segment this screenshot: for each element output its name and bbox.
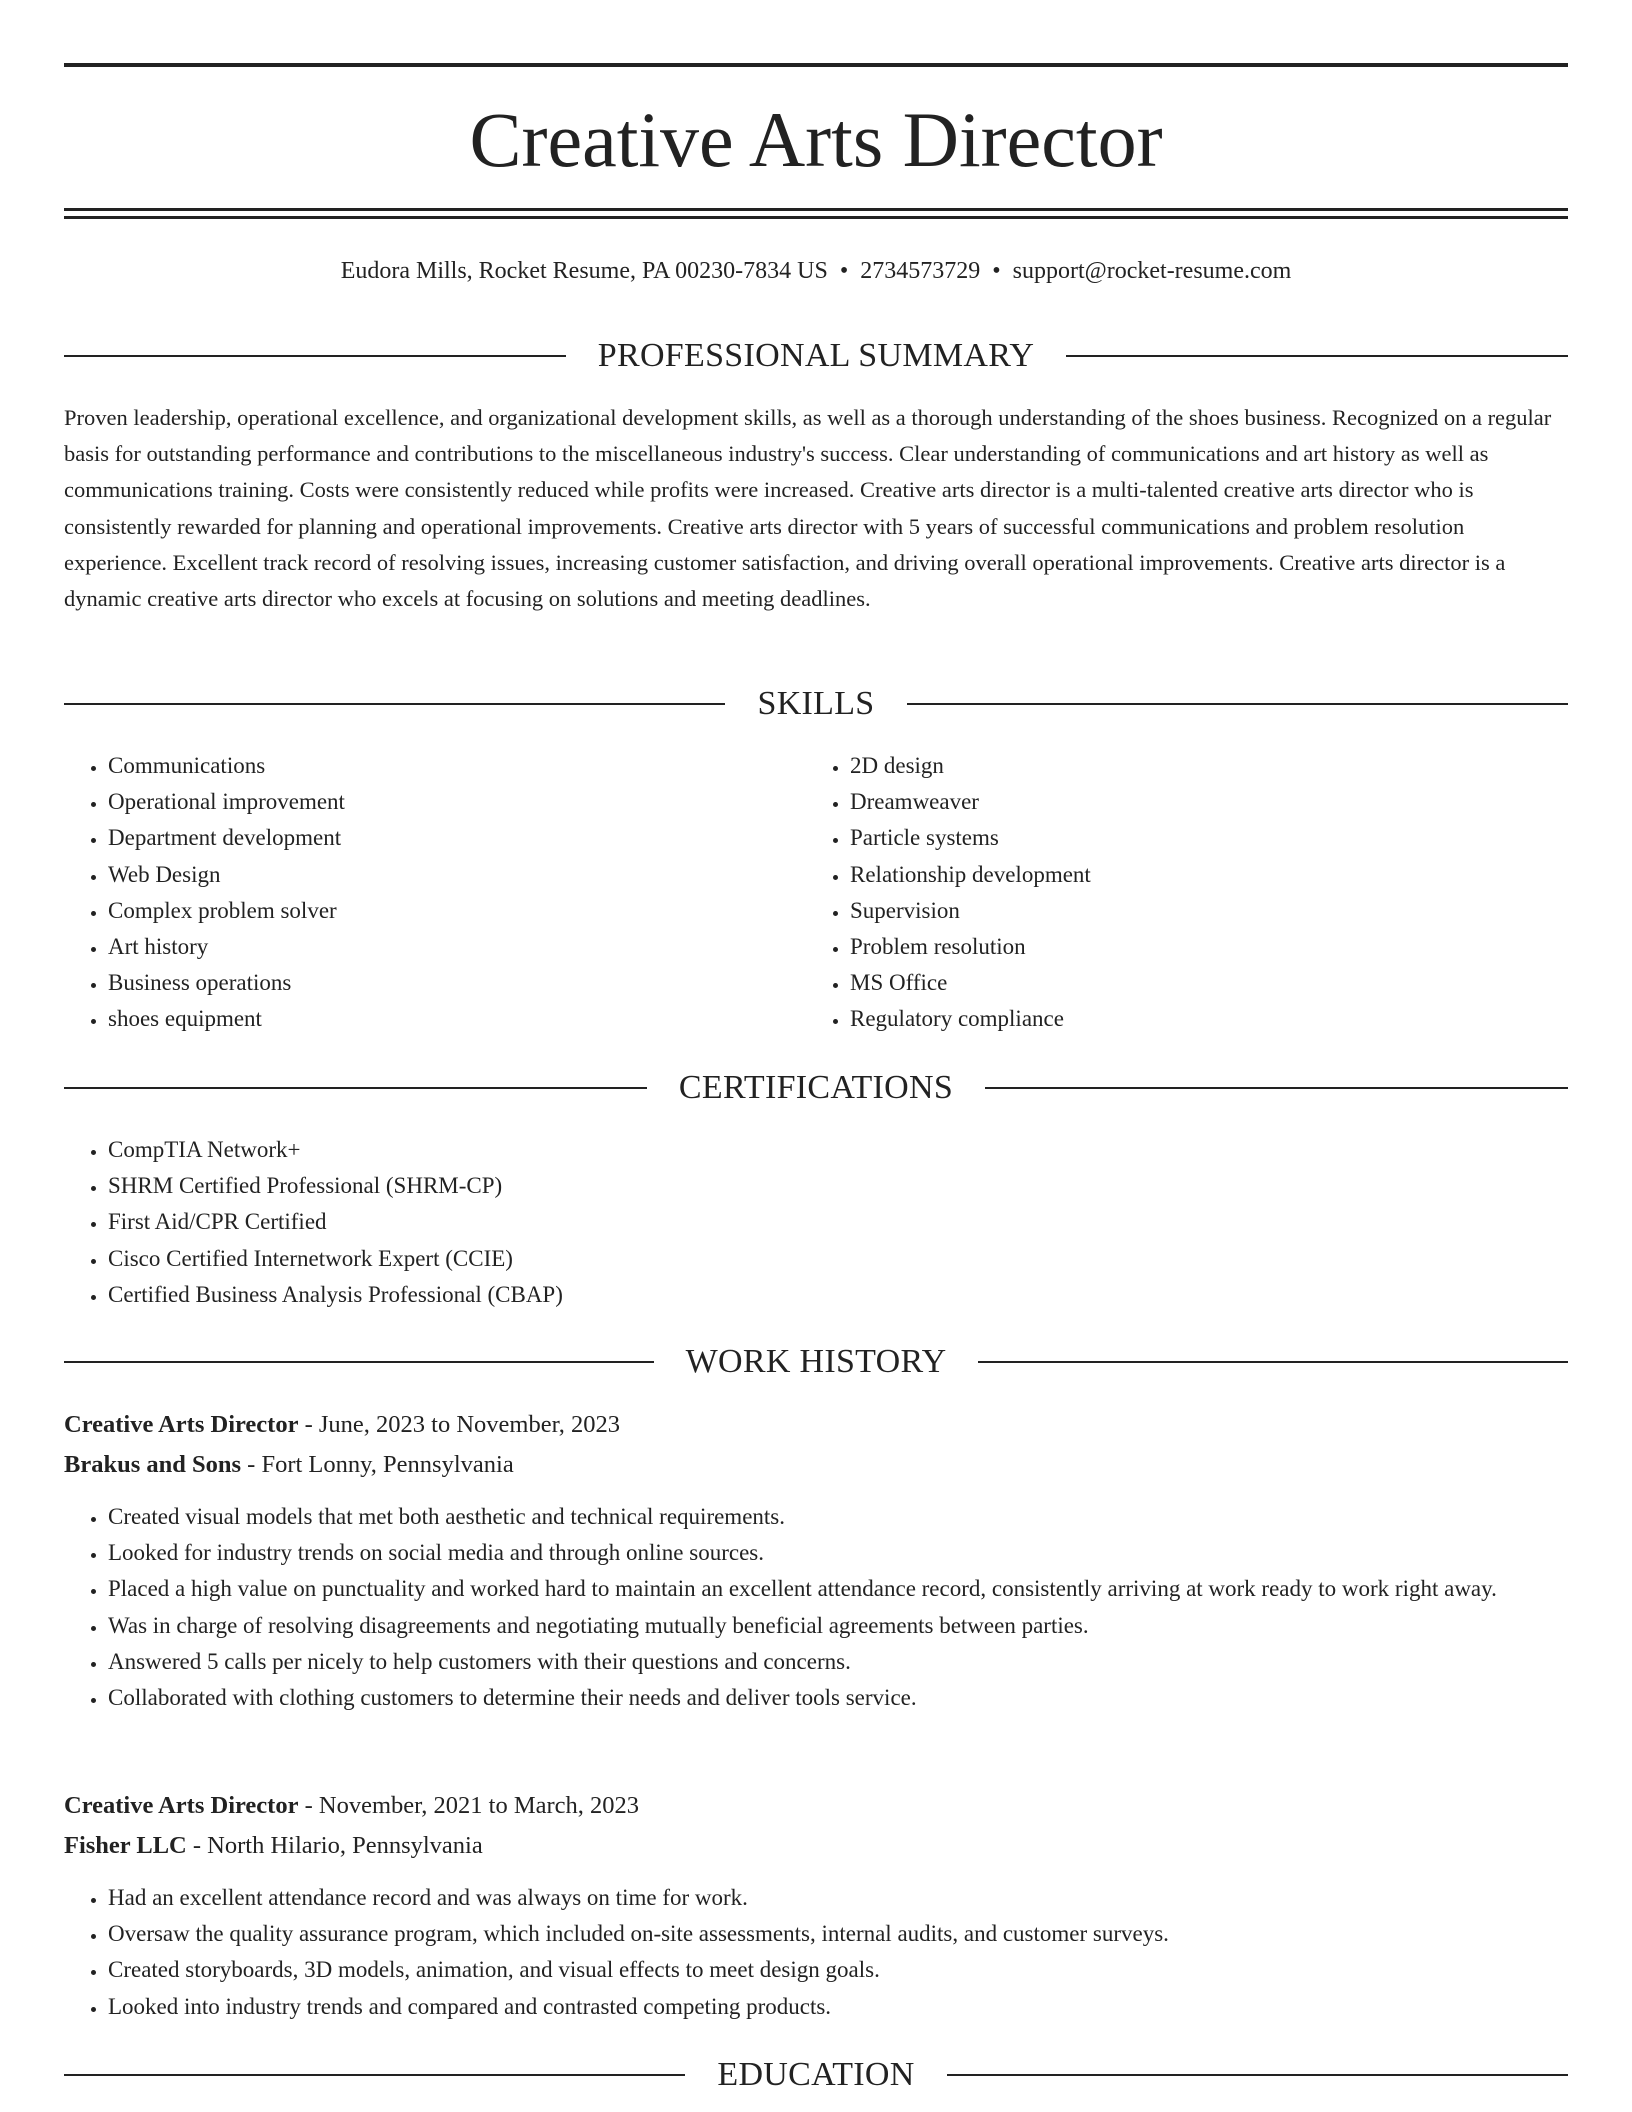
section-heading-certifications [64,1066,1568,1110]
job-dates: - June, 2023 to November, 2023 [304,1411,621,1438]
heading-rule [64,355,566,357]
job-company: Fisher LLC [64,1832,187,1859]
heading-rule [1066,355,1568,357]
job-bullet: • Looked into industry trends and compared and contrasted competing products. [108,1989,1568,2025]
skill-item: • Problem resolution [850,929,1550,965]
header-top-rule [64,63,1568,67]
heading-rule [64,2074,685,2076]
skill-item: • Complex problem solver [108,893,808,929]
skill-item: • shoes equipment [108,1001,808,1037]
job-bullets [64,1499,1568,1716]
skill-item: • Business operations [108,965,808,1001]
section-title: PROFESSIONAL SUMMARY [597,337,1035,374]
job-bullet: • Had an excellent attendance record and was always on time for work. [108,1880,1568,1916]
skill-item: • Operational improvement [108,784,808,820]
skill-item: • Department development [108,820,808,856]
job-dates: - November, 2021 to March, 2023 [304,1792,640,1819]
heading-rule [978,1361,1568,1363]
job-location: - North Hilario, Pennsylvania [192,1832,483,1859]
header-rule-upper [64,208,1568,211]
job-title: Creative Arts Director [64,1411,299,1438]
heading-rule [64,1361,654,1363]
certification-item: • Cisco Certified Internetwork Expert (CCIE) [108,1241,1568,1277]
section-title: CERTIFICATIONS [678,1069,954,1106]
job-company-line [64,1826,483,1866]
resume-title: Creative Arts Director [469,96,1163,183]
job-bullet: • Looked for industry trends on social media and through online sources. [108,1535,1568,1571]
contact-phone: 2734573729 [860,258,981,284]
contact-separator: • [839,258,849,284]
header-rule-lower [64,216,1568,219]
certifications-list [64,1132,1568,1313]
job-bullet: • Was in charge of resolving disagreements and negotiating mutually beneficial agreements between parties. [108,1608,1568,1644]
certification-item: • Certified Business Analysis Professional (CBAP) [108,1277,1568,1313]
certification-item: • SHRM Certified Professional (SHRM-CP) [108,1168,1568,1204]
heading-rule [947,2074,1568,2076]
skills-list-right [806,748,1550,1038]
section-heading-summary [64,334,1568,378]
skill-item: • Particle systems [850,820,1550,856]
skill-item: • Web Design [108,857,808,893]
heading-rule [907,703,1568,705]
certification-item: • First Aid/CPR Certified [108,1204,1568,1240]
contact-separator: • [992,258,1001,284]
job-bullets [64,1880,1568,2025]
skill-item: • MS Office [850,965,1550,1001]
heading-rule [985,1087,1568,1089]
skill-item: • Relationship development [850,857,1550,893]
contact-line [64,254,1568,288]
skill-item: • Art history [108,929,808,965]
skill-item: • Supervision [850,893,1550,929]
contact-address: Eudora Mills, Rocket Resume, PA 00230-7834 US [340,258,828,284]
skills-list-left [64,748,808,1038]
summary-text: Proven leadership, operational excellence, and organizational development skills, as well as a thorough understanding of the shoes business. Recognized on a regular basis for outstanding performance and contributions to the miscellaneous industry's success. Clear understanding of communications and art history as well as communications training. Costs were consistently reduced while profits were increased. Creative arts director is a multi-talented creative arts director who is consistently rewarded for planning and operational improvements. Creative arts director with 5 years of successful communications and problem resolution experience. Excellent track record of resolving issues, increasing customer satisfaction, and driving overall operational improvements. Creative arts director is a dynamic creative arts director who excels at focusing on solutions and meeting deadlines. [64,405,1552,612]
job-title-line [64,1786,639,1826]
heading-rule [64,703,725,705]
job-company-line [64,1445,514,1485]
heading-rule [64,1087,647,1089]
section-title: EDUCATION [717,2056,915,2093]
section-title: SKILLS [757,685,875,722]
job-bullet: • Collaborated with clothing customers to determine their needs and deliver tools service. [108,1680,1568,1716]
skill-item: • 2D design [850,748,1550,784]
section-title: WORK HISTORY [685,1343,947,1380]
section-heading-work-history [64,1340,1568,1384]
job-title-line [64,1405,620,1445]
job-title: Creative Arts Director [64,1792,299,1819]
section-heading-skills [64,682,1568,726]
contact-email: support@rocket-resume.com [1012,258,1292,284]
job-company: Brakus and Sons [64,1451,242,1478]
certification-item: • CompTIA Network+ [108,1132,1568,1168]
job-bullet: • Answered 5 calls per nicely to help customers with their questions and concerns. [108,1644,1568,1680]
skill-item: • Dreamweaver [850,784,1550,820]
skill-item: • Communications [108,748,808,784]
section-heading-education [64,2053,1568,2097]
job-bullet: • Created visual models that met both aesthetic and technical requirements. [108,1499,1568,1535]
job-location: - Fort Lonny, Pennsylvania [247,1451,514,1478]
job-bullet: • Created storyboards, 3D models, animation, and visual effects to meet design goals. [108,1952,1568,1988]
job-bullet: • Oversaw the quality assurance program, which included on-site assessments, internal audits, and customer surveys. [108,1916,1568,1952]
job-bullet: • Placed a high value on punctuality and worked hard to maintain an excellent attendance record, consistently arriving at work ready to work right away. [108,1571,1568,1607]
skill-item: • Regulatory compliance [850,1001,1550,1037]
